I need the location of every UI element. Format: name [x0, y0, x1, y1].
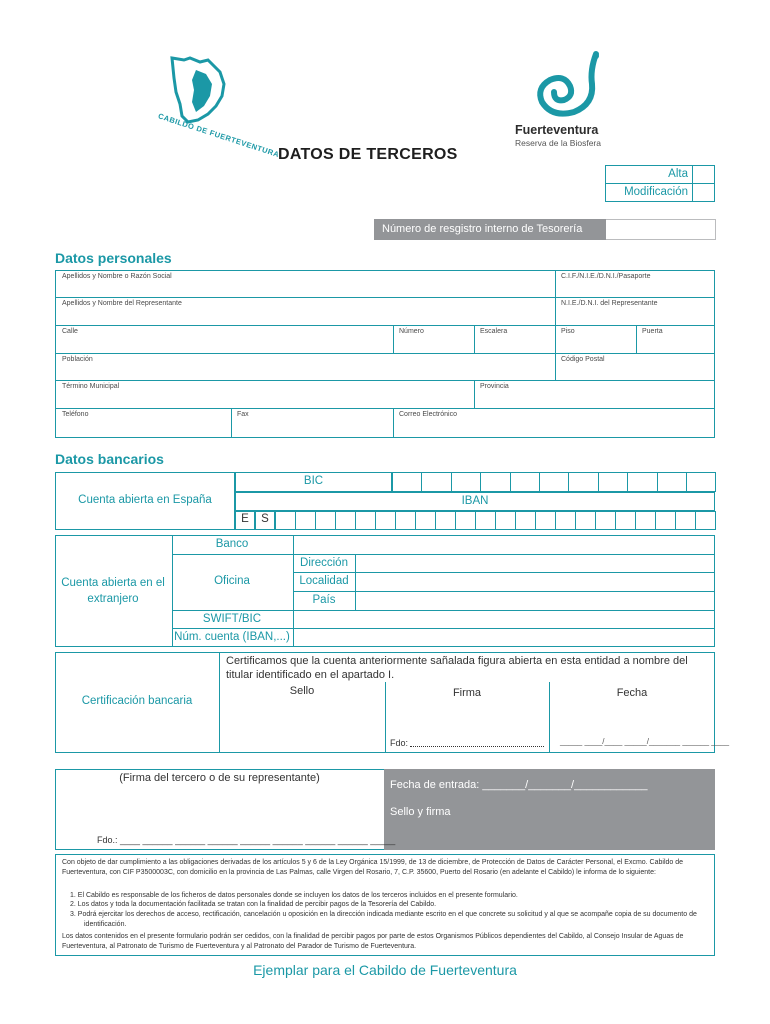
num-cuenta-input[interactable] — [294, 629, 714, 646]
biosfera-name: Fuerteventura — [515, 123, 599, 137]
datos-personales-title: Datos personales — [55, 250, 172, 266]
registro-input[interactable] — [606, 220, 715, 239]
iban-digit-cell[interactable] — [615, 511, 636, 530]
iban-digit-cell[interactable] — [595, 511, 616, 530]
modificacion-label: Modificación — [624, 186, 688, 198]
bic-label: BIC — [303, 475, 324, 487]
poblacion-field[interactable]: Población — [62, 356, 93, 363]
cif-field[interactable]: C.I.F./N.I.E./D.N.I./Pasaporte — [561, 273, 651, 280]
iban-digit-cell[interactable] — [295, 511, 316, 530]
bic-digit-cell[interactable] — [686, 472, 716, 492]
legal-intro: Con objeto de dar cumplimiento a las obligaciones derivadas de los artículos 5 y 6 de la Ley Orgánica 15/1999, de 13 de diciembre, de Protección de Datos de Carácter Personal, el Excmo. Cabildo de Fuerteventura, con CIF P3500003C, con domicilio en la provincia de Las Palmas, calle Virgen del Rosario, 7, C.P. 35600, Puerto del Rosario (en adelante el Cabildo) le informa de lo siguiente: — [62, 859, 684, 876]
biosfera-logo — [530, 50, 610, 125]
page-title: DATOS DE TERCEROS — [278, 146, 458, 163]
bic-digit-cell[interactable] — [539, 472, 569, 492]
puerta-field[interactable]: Puerta — [642, 328, 663, 335]
legal-item-3: 3. Podrá ejercitar los derechos de acceso, rectificación, cancelación u oposición en la dirección indicada mediante escrito en el que concrete su solicitud y al que se acompañe copia de su documento de identificación. — [70, 911, 697, 928]
iban-digit-cell[interactable] — [335, 511, 356, 530]
bic-digit-cell[interactable] — [421, 472, 451, 492]
iban-s-letter: S — [261, 513, 269, 525]
direccion-input[interactable] — [356, 555, 714, 571]
certificacion-fdo-label: Fdo: — [390, 738, 409, 748]
pais-label: País — [312, 594, 336, 606]
banco-label: Banco — [215, 538, 249, 550]
biosfera-subtitle: Reserva de la Biosfera — [515, 138, 601, 148]
codigo-postal-field[interactable]: Código Postal — [561, 356, 605, 363]
alta-checkbox[interactable] — [692, 165, 715, 184]
cabildo-logo-text: CABILDO DE FUERTEVENTURA — [156, 111, 281, 160]
cuenta-espana-label: Cuenta abierta en España — [78, 494, 212, 506]
escalera-field[interactable]: Escalera — [480, 328, 508, 335]
legal-item-1: 1. El Cabildo es responsable de los ficheros de datos personales donde se incluyen los datos de los terceros incluidos en el presente formulario. — [70, 892, 518, 899]
iban-digit-cell[interactable] — [355, 511, 376, 530]
iban-digit-cell[interactable] — [415, 511, 436, 530]
cuenta-extranjero-label: Cuenta abierta en el extranjero — [61, 577, 165, 605]
iban-digit-cell[interactable] — [495, 511, 516, 530]
footer-text: Ejemplar para el Cabildo de Fuerteventura — [253, 962, 517, 978]
firma-label: Firma — [452, 687, 482, 699]
iban-digit-cell[interactable] — [695, 511, 716, 530]
certificacion-fdo-line[interactable] — [410, 746, 544, 747]
provincia-field[interactable]: Provincia — [480, 383, 509, 390]
bic-digit-cell[interactable] — [451, 472, 481, 492]
banco-input[interactable] — [293, 536, 713, 553]
fecha-label: Fecha — [616, 687, 648, 699]
direccion-label: Dirección — [300, 557, 348, 569]
calle-field[interactable]: Calle — [62, 328, 78, 335]
legal-outro: Los datos contenidos en el presente formulario podrán ser cedidos, con la finalidad de percibir pagos por parte de estos Organismos Públicos dependientes del Cabildo, al Consejo Insular de Aguas de Fuerteventura, al Patronato de Turismo de Fuerteventura y al Patronato del Parador de Turismo de Fuerteventura. — [62, 933, 684, 950]
iban-label: IBAN — [461, 495, 489, 507]
fax-field[interactable]: Fax — [237, 411, 249, 418]
iban-digit-cell[interactable] — [455, 511, 476, 530]
certificacion-text: Certificamos que la cuenta anteriormente sañalada figura abierta en esta entidad a nombre del titular identificado en el apartado I. — [226, 655, 688, 681]
localidad-input[interactable] — [356, 573, 714, 590]
registro-label: Número de resgistro interno de Tesorería — [374, 219, 606, 240]
bic-digit-cell[interactable] — [392, 472, 422, 492]
telefono-field[interactable]: Teléfono — [62, 411, 89, 418]
iban-digit-cell[interactable] — [375, 511, 396, 530]
bic-digit-cell[interactable] — [657, 472, 687, 492]
datos-personales-grid — [55, 270, 715, 438]
iban-e-letter: E — [241, 513, 249, 525]
piso-field[interactable]: Piso — [561, 328, 575, 335]
sello-firma-text: Sello y firma — [390, 806, 451, 818]
certificacion-label: Certificación bancaria — [81, 695, 193, 707]
num-cuenta-label: Núm. cuenta (IBAN,...) — [174, 631, 290, 643]
bic-digit-cell[interactable] — [598, 472, 628, 492]
representante-field[interactable]: Apellidos y Nombre del Representante — [62, 300, 182, 307]
firma-tercero-label: (Firma del tercero o de su representante) — [119, 772, 320, 784]
firma-tercero-fdo[interactable]: Fdo.: ____ ______ ______ ______ ______ ______ ______ ______ _____ — [97, 835, 396, 845]
iban-digit-cell[interactable] — [535, 511, 556, 530]
bic-digit-cell[interactable] — [568, 472, 598, 492]
nie-representante-field[interactable]: N.I.E./D.N.I. del Representante — [561, 300, 658, 307]
iban-digit-cell[interactable] — [635, 511, 656, 530]
iban-digit-cell[interactable] — [655, 511, 676, 530]
iban-digit-cell[interactable] — [315, 511, 336, 530]
sello-label: Sello — [289, 685, 315, 697]
apellidos-nombre-field[interactable]: Apellidos y Nombre o Razón Social — [62, 273, 172, 280]
bic-digit-cell[interactable] — [480, 472, 510, 492]
swift-label: SWIFT/BIC — [202, 613, 262, 625]
iban-digit-cell[interactable] — [435, 511, 456, 530]
termino-municipal-field[interactable]: Término Municipal — [62, 383, 120, 390]
iban-digit-cell[interactable] — [555, 511, 576, 530]
alta-label: Alta — [668, 168, 688, 180]
iban-digit-cell[interactable] — [515, 511, 536, 530]
iban-digit-cell[interactable] — [475, 511, 496, 530]
iban-digit-cell[interactable] — [575, 511, 596, 530]
iban-digit-cell[interactable] — [395, 511, 416, 530]
localidad-label: Localidad — [299, 575, 349, 587]
swift-input[interactable] — [294, 611, 714, 627]
oficina-label: Oficina — [214, 575, 250, 587]
fecha-entrada-text[interactable]: Fecha de entrada: _______/_______/____________ — [390, 779, 648, 791]
iban-digit-cell[interactable] — [675, 511, 696, 530]
legal-item-2: 2. Los datos y toda la documentación facilitada se tratan con la finalidad de percibir pagos de la Tesorería del Cabildo. — [70, 901, 437, 908]
correo-field[interactable]: Correo Electrónico — [399, 411, 457, 418]
datos-bancarios-title: Datos bancarios — [55, 451, 164, 467]
numero-field[interactable]: Número — [399, 328, 424, 335]
modificacion-checkbox[interactable] — [692, 183, 715, 202]
iban-digit-cell[interactable] — [275, 511, 296, 530]
pais-input[interactable] — [356, 592, 714, 609]
cabildo-logo — [150, 50, 281, 160]
bic-digit-cell[interactable] — [510, 472, 540, 492]
certificacion-fecha-line[interactable]: _____ ____/____ _____/_______ ______ ____ — [560, 737, 730, 746]
bic-digit-cell[interactable] — [627, 472, 657, 492]
